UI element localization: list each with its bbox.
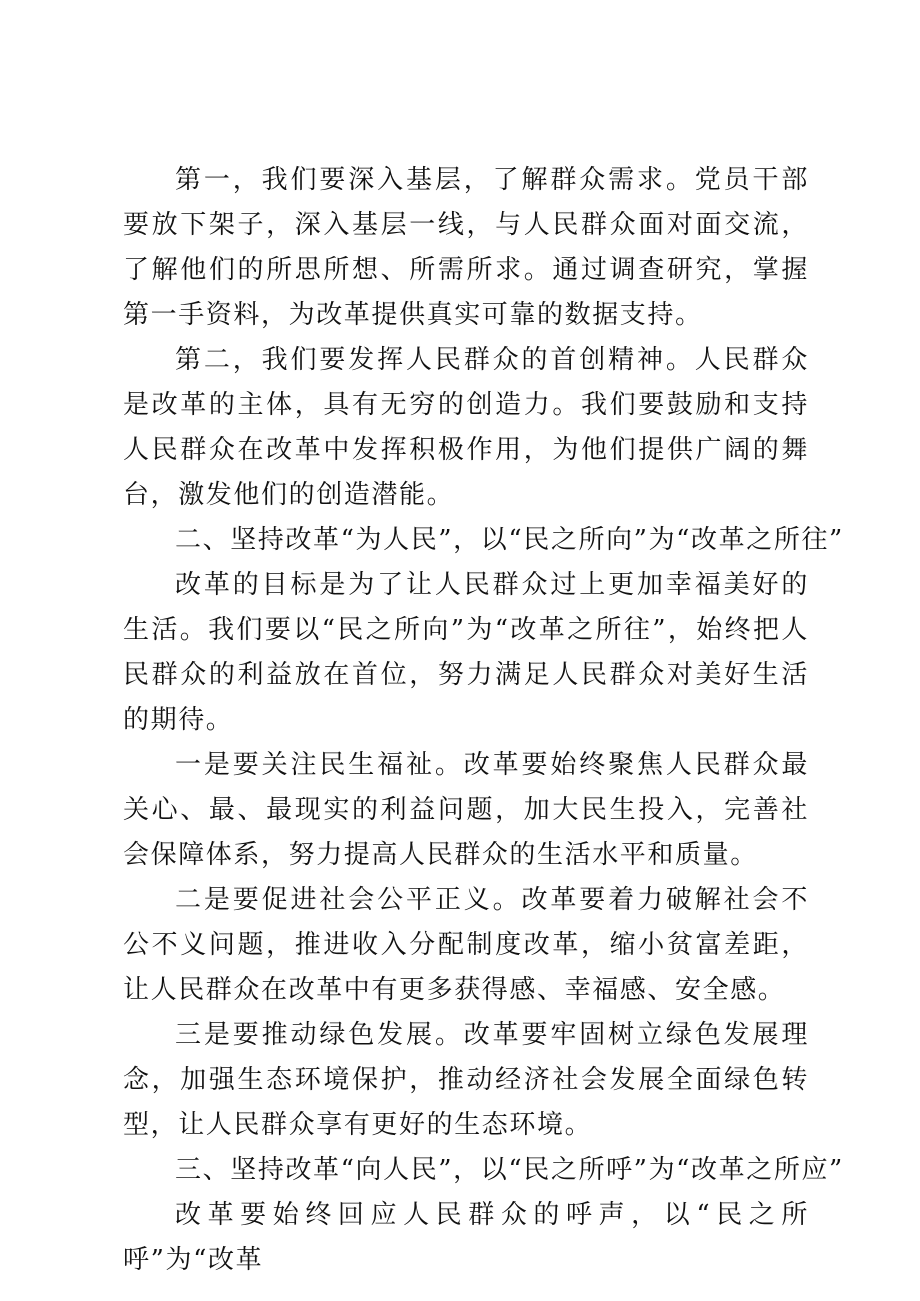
paragraph-respond-to-people: 改革要始终回应人民群众的呼声，以“民之所呼”为“改革: [123, 1200, 809, 1275]
paragraph-reform-goal: 改革的目标是为了让人民群众过上更加幸福美好的生活。我们要以“民之所向”为“改革之所往”，始终把人民群众的利益放在首位，努力满足人民群众对美好生活的期待。: [123, 570, 809, 735]
document-body: [123, 158, 844, 1283]
section-heading-2: 二、坚持改革“为人民”，以“民之所向”为“改革之所往”: [175, 525, 844, 555]
paragraph-fairness-justice: 二是要促进社会公平正义。改革要着力破解社会不公不义问题，推进收入分配制度改革，缩小贫富差距，让人民群众在改革中有更多获得感、幸福感、安全感。: [123, 885, 809, 1005]
paragraph-livelihood: 一是要关注民生福祉。改革要始终聚焦人民群众最关心、最、最现实的利益问题，加大民生投入，完善社会保障体系，努力提高人民群众的生活水平和质量。: [123, 750, 809, 870]
paragraph-green-development: 三是要推动绿色发展。改革要牢固树立绿色发展理念，加强生态环境保护，推动经济社会发展全面绿色转型，让人民群众享有更好的生态环境。: [123, 1020, 809, 1140]
paragraph-pioneering-spirit: 第二，我们要发挥人民群众的首创精神。人民群众是改革的主体，具有无穷的创造力。我们要鼓励和支持人民群众在改革中发挥积极作用，为他们提供广阔的舞台，激发他们的创造潜能。: [123, 345, 809, 510]
section-heading-3: 三、坚持改革“向人民”，以“民之所呼”为“改革之所应”: [175, 1155, 844, 1185]
paragraph-go-to-grassroots: 第一，我们要深入基层，了解群众需求。党员干部要放下架子，深入基层一线，与人民群众面对面交流，了解他们的所思所想、所需所求。通过调查研究，掌握第一手资料，为改革提供真实可靠的数据支持。: [123, 165, 809, 330]
